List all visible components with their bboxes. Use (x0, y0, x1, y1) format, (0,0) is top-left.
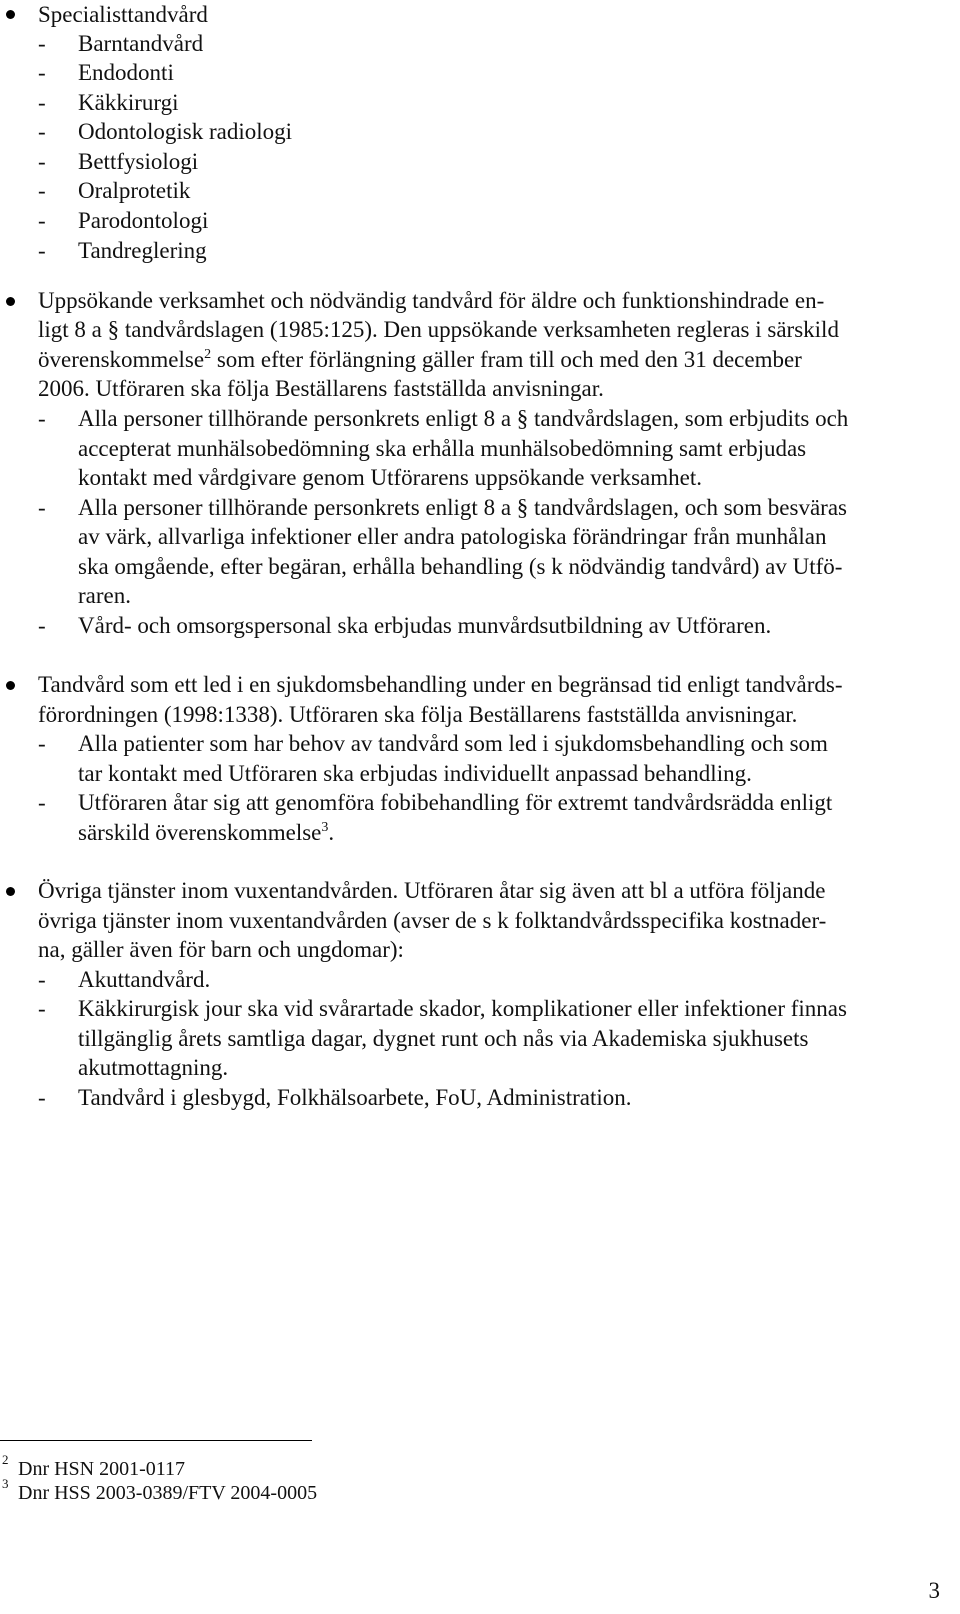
bullet-dot (6, 297, 15, 306)
list-item-line: Vård- och omsorgspersonal ska erbjudas munvårdsutbildning av Utföraren. (78, 613, 772, 638)
paragraph-line: övriga tjänster inom vuxentandvården (avser de s k folktandvårdsspecifika kostnader- (38, 908, 827, 933)
footnote-number: 2 (2, 1452, 9, 1467)
list-item-line: Käkkirurgisk jour ska vid svårartade skador, komplikationer eller infektioner finnas (78, 996, 847, 1021)
list-item-line: akutmottagning. (78, 1055, 229, 1080)
dash-marker: - (38, 31, 46, 56)
dash-marker: - (38, 406, 46, 431)
paragraph-text: som efter förlängning gäller fram till och med den 31 december (211, 347, 802, 372)
paragraph-line: 2006. Utföraren ska följa Beställarens fastställda anvisningar. (38, 376, 604, 401)
list-item-line: raren. (78, 583, 131, 608)
list-item-line: Alla personer tillhörande personkrets enligt 8 a § tandvårdslagen, och som besväras (78, 495, 847, 520)
dash-marker: - (38, 1085, 46, 1110)
list-item-line: kontakt med vårdgivare genom Utförarens uppsökande verksamhet. (78, 465, 702, 490)
footnote-divider (0, 1440, 312, 1441)
list-item-line: Akuttandvård. (78, 967, 211, 992)
paragraph-line: Övriga tjänster inom vuxentandvården. Utföraren åtar sig även att bl a utföra följande (38, 878, 826, 903)
footnote-ref: 3 (321, 820, 329, 835)
footnote-text: Dnr HSS 2003-0389/FTV 2004-0005 (18, 1482, 318, 1504)
dash-marker: - (38, 178, 46, 203)
list-item-line: av värk, allvarliga infektioner eller andra patologiska förändringar från munhålan (78, 524, 827, 549)
paragraph-line: Uppsökande verksamhet och nödvändig tandvård för äldre och funktionshindrade en- (38, 288, 825, 313)
list-item-line: Tandvård i glesbygd, Folkhälsoarbete, FoU, Administration. (78, 1085, 632, 1110)
dash-marker: - (38, 495, 46, 520)
paragraph-line: na, gäller även för barn och ungdomar): (38, 937, 404, 962)
list-item: Oralprotetik (78, 178, 191, 203)
list-item-line: Utföraren åtar sig att genomföra fobibehandling för extremt tandvårdsrädda enligt (78, 790, 833, 815)
list-item: Odontologisk radiologi (78, 119, 293, 144)
list-item: Parodontologi (78, 208, 209, 233)
paragraph-line: ligt 8 a § tandvårdslagen (1985:125). Den uppsökande verksamheten regleras i särskild (38, 317, 839, 342)
dash-marker: - (38, 208, 46, 233)
list-item-text: särskild överenskommelse (78, 820, 322, 845)
dash-marker: - (38, 731, 46, 756)
footnote-number: 3 (2, 1476, 9, 1491)
paragraph-line (38, 345, 802, 375)
dash-marker: - (38, 60, 46, 85)
list-item-line (78, 818, 334, 848)
list-item: Tandreglering (78, 238, 207, 263)
dash-marker: - (38, 119, 46, 144)
dash-marker: - (38, 90, 46, 115)
list-item: Käkkirurgi (78, 90, 179, 115)
dash-marker: - (38, 613, 46, 638)
list-item-line: ska omgående, efter begäran, erhålla behandling (s k nödvändig tandvård) av Utfö- (78, 554, 843, 579)
list-item-line: accepterat munhälsobedömning ska erhålla munhälsobedömning samt erbjudas (78, 436, 807, 461)
dash-marker: - (38, 996, 46, 1021)
dash-marker: - (38, 790, 46, 815)
section-heading: Specialisttandvård (38, 2, 208, 27)
paragraph-text: överenskommelse (38, 347, 205, 372)
list-item-line: tar kontakt med Utföraren ska erbjudas individuellt anpassad behandling. (78, 761, 752, 786)
paragraph-line: förordningen (1998:1338). Utföraren ska följa Beställarens fastställda anvisningar. (38, 702, 798, 727)
list-item: Barntandvård (78, 31, 204, 56)
list-item-line: Alla patienter som har behov av tandvård som led i sjukdomsbehandling och som (78, 731, 828, 756)
list-item-text: . (328, 820, 335, 845)
list-item-line: Alla personer tillhörande personkrets enligt 8 a § tandvårdslagen, som erbjudits och (78, 406, 849, 431)
list-item-line: tillgänglig årets samtliga dagar, dygnet runt och nås via Akademiska sjukhusets (78, 1026, 809, 1051)
dash-marker: - (38, 238, 46, 263)
bullet-dot (6, 10, 15, 19)
dash-marker: - (38, 149, 46, 174)
bullet-dot (6, 681, 15, 690)
paragraph-line: Tandvård som ett led i en sjukdomsbehandling under en begränsad tid enligt tandvårds- (38, 672, 843, 697)
list-item: Endodonti (78, 60, 174, 85)
footnote-text: Dnr HSN 2001-0117 (18, 1458, 186, 1480)
bullet-dot (6, 887, 15, 896)
list-item: Bettfysiologi (78, 149, 199, 174)
footnote-ref: 2 (204, 347, 212, 362)
dash-marker: - (38, 967, 46, 992)
page-number: 3 (928, 1578, 940, 1603)
